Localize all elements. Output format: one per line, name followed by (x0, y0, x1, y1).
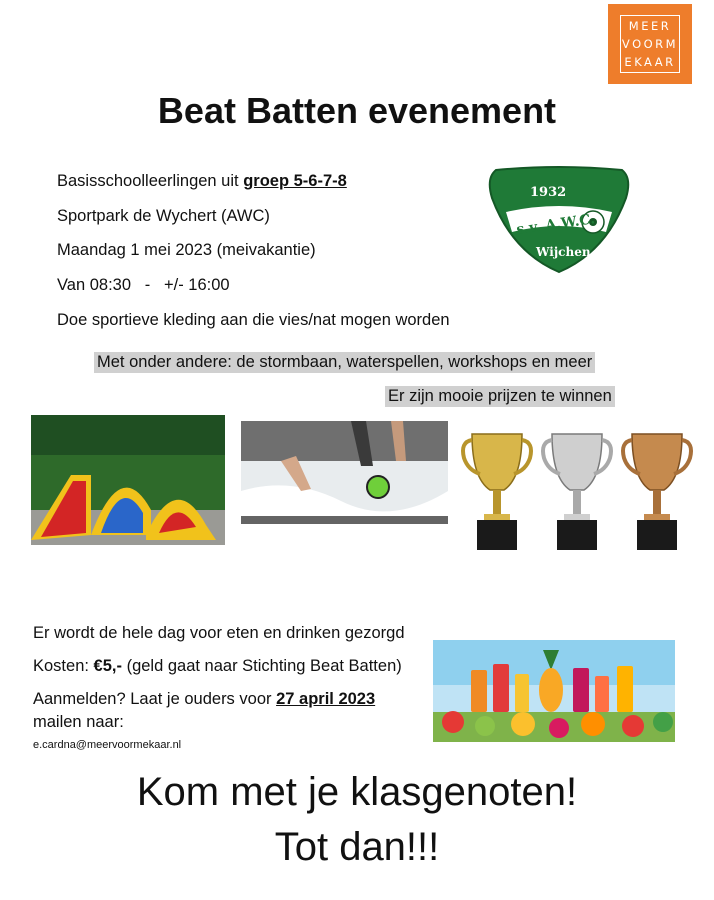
activities-highlight: Met onder andere: de stormbaan, waterspellen, workshops en meer (94, 352, 595, 373)
signup-line (33, 690, 375, 709)
meervoormekaar-logo (608, 4, 692, 84)
badge-year: 1932 (530, 185, 567, 200)
logo-text-row2: VOORM (621, 37, 679, 51)
cost-amount: €5,- (93, 657, 122, 675)
cost-line (33, 657, 402, 676)
logo-text-row3: EKAAR (624, 55, 676, 69)
awc-club-badge (486, 164, 632, 276)
trophies-image (460, 428, 698, 553)
cost-suffix: (geld gaat naar Stichting Beat Batten) (121, 657, 402, 675)
contact-email-link[interactable]: e.cardna@meervoormekaar.nl (33, 739, 182, 751)
closing-invite: Kom met je klasgenoten! (136, 770, 578, 814)
info-line-group-bold: groep 5-6-7-8 (243, 172, 347, 190)
info-line-location: Sportpark de Wychert (AWC) (57, 207, 270, 225)
obstacle-course-photo (31, 415, 225, 545)
badge-place: Wijchen (536, 245, 591, 259)
info-line-time: Van 08:30 - +/- 16:00 (57, 276, 230, 294)
silver-trophy-icon (543, 434, 611, 550)
logo-text-row1: MEER (628, 19, 672, 33)
fruit-juice-photo (433, 640, 675, 742)
info-line-date: Maandag 1 mei 2023 (meivakantie) (57, 241, 316, 259)
food-line: Er wordt de hele dag voor eten en drinken gezorgd (33, 624, 405, 642)
signup-line-2: mailen naar: (33, 713, 124, 731)
closing-farewell: Tot dan!!! (274, 825, 440, 869)
info-line-clothing: Doe sportieve kleding aan die vies/nat mogen worden (57, 311, 450, 329)
badge-club-name: s.v. A.W.C. (515, 211, 597, 239)
info-line-group-prefix: Basisschoolleerlingen uit (57, 172, 244, 190)
bronze-trophy-icon (623, 434, 691, 550)
gold-trophy-icon (463, 434, 531, 550)
info-line-group (57, 172, 347, 191)
signup-deadline: 27 april 2023 (276, 690, 376, 708)
signup-prefix: Aanmelden? Laat je ouders voor (33, 690, 277, 708)
page-title: Beat Batten evenement (157, 90, 557, 131)
water-games-photo (241, 421, 448, 551)
prizes-highlight: Er zijn mooie prijzen te winnen (385, 386, 615, 407)
cost-prefix: Kosten: (33, 657, 94, 675)
